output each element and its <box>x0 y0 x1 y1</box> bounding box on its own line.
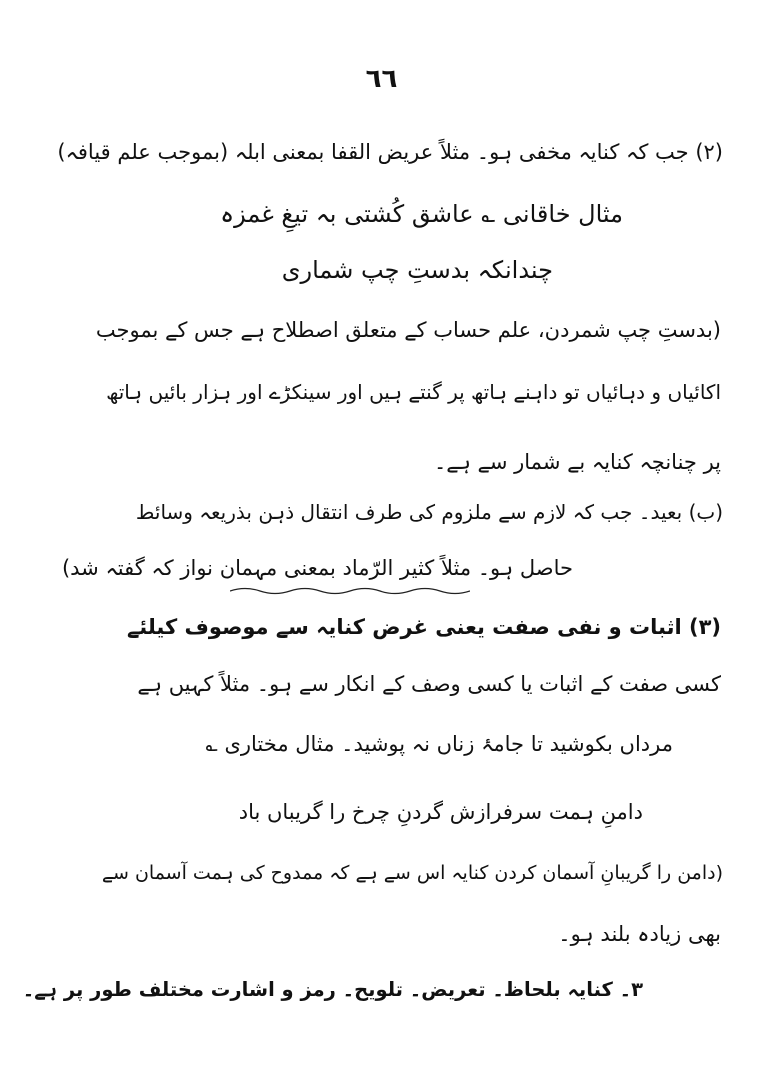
verse-line-1: مثال خاقانی ؎ عاشق کُشتی بہ تیغِ غمزہ <box>220 200 623 228</box>
text-line-9: بھی زیادہ بلند ہو۔ <box>558 922 721 946</box>
text-line-5: حاصل ہو۔ مثلاً کثیر الرّماد بمعنی مہمان نواز کہ گفتہ شد) <box>61 556 573 580</box>
text-line-2: (بدستِ چپ شمردن، علم حساب کے متعلق اصطلاح ہے جس کے بموجب <box>95 318 721 342</box>
text-line-4: پر چنانچہ کنایہ بے شمار سے ہے۔ <box>433 450 721 474</box>
text-line-8: (دامن را گریبانِ آسمان کردن کنایہ اس سے ہے کہ ممدوح کی ہمت آسمان سے <box>101 862 723 884</box>
text-line-7: مرداں بکوشید تا جامۂ زناں نہ پوشید۔ مثال مختاری ؎ <box>205 732 673 756</box>
section-3-heading: (۳) اثبات و نفی صفت یعنی غرض کنایہ سے موصوف کیلئے <box>126 615 721 639</box>
page-number: ٦٦ <box>365 64 398 94</box>
verse-line-3: دامنِ ہمت سرفرازش گردنِ چرخ را گریباں باد <box>238 800 643 824</box>
text-line-6: کسی صفت کے اثبات یا کسی وصف کے انکار سے ہو۔ مثلاً کہیں ہے <box>137 672 721 696</box>
text-line-1: (۲) جب کہ کنایہ مخفی ہو۔ مثلاً عریض القفا بمعنی ابلہ (بموجب علم قیافہ) <box>57 140 723 164</box>
text-line-3: اکائیاں و دہائیاں تو داہنے ہاتھ پر گنتے ہیں اور سینکڑے اور ہزار بائیں ہاتھ <box>106 380 721 404</box>
section-4-heading: ۳۔ کنایہ بلحاظ۔ تعریض۔ تلویح۔ رمز و اشارت مختلف طور پر ہے۔ <box>22 978 643 1001</box>
verse-line-2: چندانکہ بدستِ چپ شماری <box>281 256 553 284</box>
section-b-heading: (ب) بعید۔ جب کہ لازم سے ملزوم کی طرف انتقال ذہن بذریعہ وسائط <box>135 500 723 524</box>
wavy-underline <box>230 586 470 596</box>
